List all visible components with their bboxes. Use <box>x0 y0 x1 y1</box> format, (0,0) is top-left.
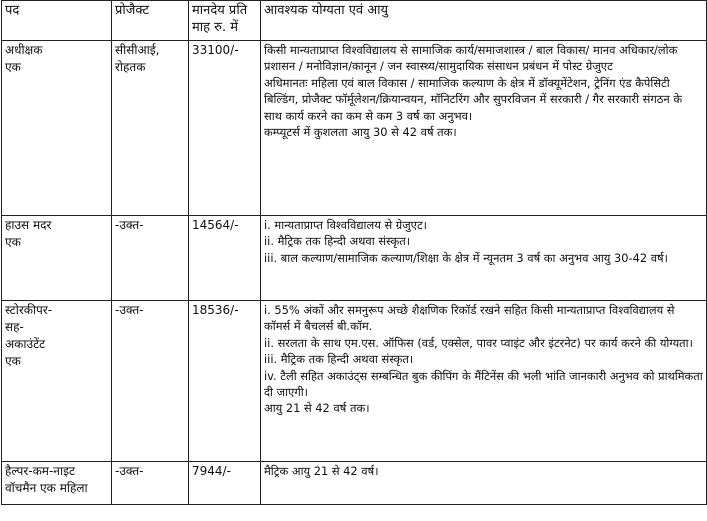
recruitment-table <box>1 0 707 505</box>
qualification-line: ii. मैट्रिक तक हिन्दी अथवा संस्कृत। <box>264 234 411 249</box>
post-line: हैल्पर-कम-नाइट <box>5 464 76 478</box>
header-pay-line2: माह रु. में <box>192 20 238 35</box>
qualification-line: iii. मैट्रिक तक हिन्दी अथवा संस्कृत। <box>264 352 414 367</box>
post-line: अधीक्षक <box>5 43 43 57</box>
qualification-line: अधिमानतः महिला एवं बाल विकास / सामाजिक कल्याण के क्षेत्र में डॉक्यूमेंटेशन, ट्रेनिंग एंड कैपेसिटी बिल्डिंग, प्रोजैक्ट फॉर्मूलेशन/क्रियान्वयन, मॉनिटरिंग और सुपरविजन में सरकारी / गैर सरकारी संगठन के साथ कार्य करने का कम से कम 3 वर्ष का अनुभव। <box>264 75 683 123</box>
table-row <box>2 216 707 301</box>
table-row <box>2 301 707 462</box>
qualification-line: आयु 21 से 42 वर्ष तक। <box>264 401 370 416</box>
qualification-line: iv. टैली सहित अकाउंट्स सम्बन्धित बुक कीपिंग के मैंटिनेंस की भली भांति जानकारी अनुभव को प्राथमिकता दी जाएगी। <box>264 368 703 400</box>
qualification-line: ii. सरलता के साथ एम.एस. ऑफिस (वर्ड, एक्सेल, पावर प्वाइंट और इंटरनेट) पर कार्य करने की योग्यता। <box>264 335 693 350</box>
header-qualification: आवश्यक योग्यता एवं आयु <box>261 1 707 41</box>
post-cell <box>2 301 112 462</box>
qualification-cell <box>261 41 707 216</box>
post-line: अकाउंटेंट <box>5 337 46 351</box>
qualification-cell <box>261 301 707 462</box>
post-cell <box>2 462 112 505</box>
project-line: सीसीआई, <box>115 43 160 57</box>
post-line: वॉचमैन एक महिला <box>5 481 88 495</box>
pay-cell: 7944/- <box>189 462 261 505</box>
header-pay-line1: मानदेय प्रति <box>192 3 248 18</box>
table-row <box>2 462 707 505</box>
post-line: एक <box>5 354 21 368</box>
qualification-line: i. मान्यताप्राप्त विश्वविद्यालय से ग्रेजुएट। <box>264 218 428 232</box>
qualification-line: iii. बाल कल्याण/सामाजिक कल्याण/शिक्षा के क्षेत्र में न्यूनतम 3 वर्ष का अनुभव आयु 30-42 वर्ष। <box>264 250 668 265</box>
pay-cell: 18536/- <box>189 301 261 462</box>
post-cell <box>2 216 112 301</box>
pay-cell: 33100/- <box>189 41 261 216</box>
post-line: एक <box>5 235 21 249</box>
qualification-cell <box>261 216 707 301</box>
header-project: प्रोजैक्ट <box>112 1 189 41</box>
qualification-line: किसी मान्यताप्राप्त विश्वविद्यालय से सामाजिक कार्य/समाजशास्त्र / बाल विकास/ मानव अधिकार/लोक प्रशासन / मनोविज्ञान/कानून / जन स्वास्थ्य/सामुदायिक संसाधन प्रबंधन में पोस्ट ग्रेजुएट <box>264 43 678 74</box>
qualification-line: i. 55% अंकों और समनुरूप अच्छे शैक्षणिक रिकॉर्ड रखने सहित किसी मान्यताप्राप्त विश्वविद्यालय से कॉमर्स में बैचलर्स बी.कॉम. <box>264 303 675 334</box>
qualification-line: मैट्रिक आयु 21 से 42 वर्ष। <box>264 464 379 478</box>
post-line: स्टोरकीपर- <box>5 303 53 317</box>
project-line: रोहतक <box>115 60 146 74</box>
post-line: एक <box>5 60 21 74</box>
qualification-line: कम्प्यूटर्स में कुशलता आयु 30 से 42 वर्ष तक। <box>264 125 457 140</box>
project-cell: -उक्त- <box>112 216 189 301</box>
post-line: हाउस मदर <box>5 218 52 232</box>
qualification-cell <box>261 462 707 505</box>
header-pay <box>189 1 261 41</box>
header-post: पद <box>2 1 112 41</box>
header-row <box>2 1 707 41</box>
project-cell: -उक्त- <box>112 462 189 505</box>
post-line: सह- <box>5 320 24 334</box>
pay-cell: 14564/- <box>189 216 261 301</box>
project-cell <box>112 41 189 216</box>
project-cell: -उक्त- <box>112 301 189 462</box>
post-cell <box>2 41 112 216</box>
table-row <box>2 41 707 216</box>
